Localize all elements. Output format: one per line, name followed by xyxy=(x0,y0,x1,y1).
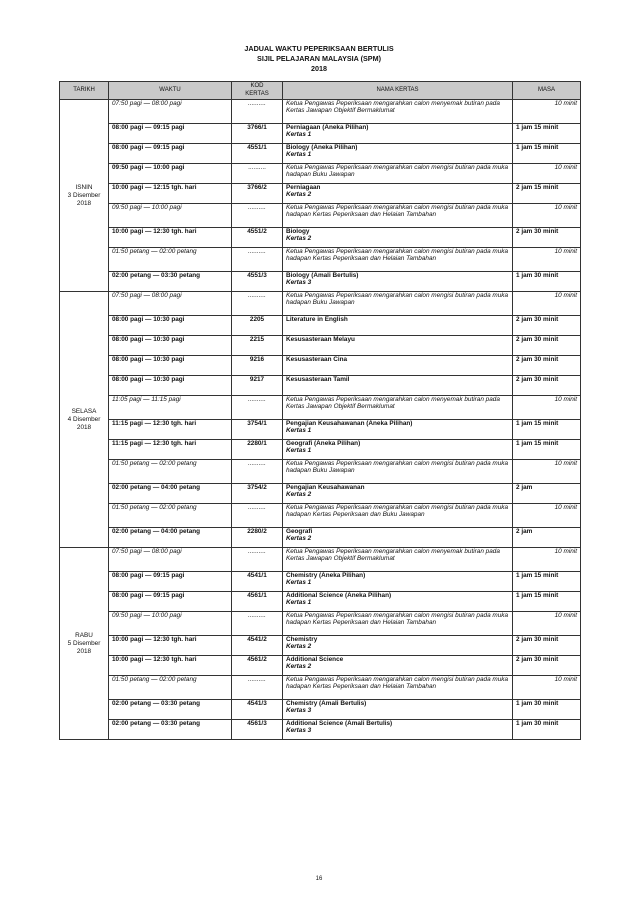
paper-name: Ketua Pengawas Peperiksaan mengarahkan calon menyemak butiran pada Kertas Jawapan Objektif Bermaklumat xyxy=(286,396,500,410)
kod-kertas-cell: .......... xyxy=(232,676,283,700)
header-kod-kertas xyxy=(232,82,283,100)
masa-cell: 10 minit xyxy=(513,548,581,572)
header-kertas: KERTAS xyxy=(245,90,269,97)
nama-kertas-cell xyxy=(283,440,513,460)
waktu-cell: 08:00 pagi — 10:30 pagi xyxy=(109,316,232,336)
waktu-cell: 02:00 petang — 03:30 petang xyxy=(109,272,232,292)
paper-name: Ketua Pengawas Peperiksaan mengarahkan calon mengisi butiran pada muka hadapan Kertas Peperiksaan dan Buku Jawapan xyxy=(286,504,509,518)
kod-kertas-cell: 4541/1 xyxy=(232,572,283,592)
page-number: 16 xyxy=(315,876,323,882)
waktu-cell: 08:00 pagi — 10:30 pagi xyxy=(109,376,232,396)
kod-kertas-cell: 9217 xyxy=(232,376,283,396)
paper-name: Additional Science (Amali Bertulis) xyxy=(286,720,393,727)
masa-cell: 1 jam 30 minit xyxy=(513,720,581,740)
schedule-body xyxy=(60,100,581,740)
masa-cell: 2 jam xyxy=(513,484,581,504)
nama-kertas-cell xyxy=(283,336,513,356)
nama-kertas-cell xyxy=(283,248,513,272)
waktu-cell: 11:15 pagi — 12:30 tgh. hari xyxy=(109,440,232,460)
kod-kertas-cell: 2215 xyxy=(232,336,283,356)
instruction-row xyxy=(60,676,581,700)
paper-number: Kertas 2 xyxy=(286,235,312,242)
instruction-row xyxy=(60,460,581,484)
waktu-cell: 02:00 petang — 04:00 petang xyxy=(109,528,232,548)
nama-kertas-cell xyxy=(283,316,513,336)
header-kod: KOD xyxy=(250,83,264,89)
nama-kertas-cell xyxy=(283,656,513,676)
nama-kertas-cell xyxy=(283,548,513,572)
exam-row xyxy=(60,420,581,440)
waktu-cell: 08:00 pagi — 10:30 pagi xyxy=(109,336,232,356)
exam-row xyxy=(60,592,581,612)
day-name: ISNIN xyxy=(75,183,93,191)
paper-number: Kertas 2 xyxy=(286,491,312,498)
waktu-cell: 07:50 pagi — 08:00 pagi xyxy=(109,292,232,316)
paper-name: Biology (Amali Bertulis) xyxy=(286,272,359,279)
kod-kertas-cell: 3766/1 xyxy=(232,124,283,144)
paper-name: Ketua Pengawas Peperiksaan mengarahkan calon mengisi butiran pada muka hadapan Kertas Peperiksaan dan Helaian Tambahan xyxy=(286,612,509,626)
day-date: 5 Disember 2018 xyxy=(67,639,101,655)
nama-kertas-cell xyxy=(283,164,513,184)
exam-row xyxy=(60,700,581,720)
day-date: 3 Disember 2018 xyxy=(67,191,101,207)
instruction-row xyxy=(60,548,581,572)
paper-name: Ketua Pengawas Peperiksaan mengarahkan calon mengisi butiran pada muka hadapan Buku Jawapan xyxy=(286,292,509,306)
title-line-3: 2018 xyxy=(311,64,327,73)
paper-name: Ketua Pengawas Peperiksaan mengarahkan calon mengisi butiran pada muka hadapan Buku Jawapan xyxy=(286,164,509,178)
kod-kertas-cell: 4541/2 xyxy=(232,636,283,656)
exam-row xyxy=(60,164,581,184)
paper-name: Biology xyxy=(286,228,310,235)
header-tarikh: TARIKH xyxy=(60,82,109,100)
paper-name: Perniagaan (Aneka Pilihan) xyxy=(286,124,369,131)
paper-name: Geografi xyxy=(286,528,313,535)
paper-name: Geografi (Aneka Pilihan) xyxy=(286,440,361,447)
kod-kertas-cell: 4551/1 xyxy=(232,144,283,164)
waktu-cell: 01:50 petang — 02:00 petang xyxy=(109,676,232,700)
masa-cell: 10 minit xyxy=(513,460,581,484)
masa-cell: 1 jam 15 minit xyxy=(513,124,581,144)
exam-row xyxy=(60,484,581,504)
masa-cell: 2 jam 30 minit xyxy=(513,316,581,336)
paper-name: Additional Science xyxy=(286,656,344,663)
paper-name: Pengajian Keusahawanan (Aneka Pilihan) xyxy=(286,420,413,427)
day-cell xyxy=(60,292,109,548)
nama-kertas-cell xyxy=(283,356,513,376)
exam-row xyxy=(60,356,581,376)
paper-name: Perniagaan xyxy=(286,184,321,191)
nama-kertas-cell xyxy=(283,676,513,700)
kod-kertas-cell: 4541/3 xyxy=(232,700,283,720)
paper-number: Kertas 2 xyxy=(286,191,312,198)
document-title xyxy=(0,44,638,74)
waktu-cell: 08:00 pagi — 09:15 pagi xyxy=(109,592,232,612)
masa-cell: 1 jam 15 minit xyxy=(513,440,581,460)
nama-kertas-cell xyxy=(283,460,513,484)
nama-kertas-cell xyxy=(283,720,513,740)
nama-kertas-cell xyxy=(283,292,513,316)
waktu-cell: 10:00 pagi — 12:30 tgh. hari xyxy=(109,636,232,656)
exam-row xyxy=(60,228,581,248)
waktu-cell: 02:00 petang — 04:00 petang xyxy=(109,484,232,504)
kod-kertas-cell: 9216 xyxy=(232,356,283,376)
exam-row xyxy=(60,316,581,336)
paper-name: Kesusasteraan Melayu xyxy=(286,336,355,343)
kod-kertas-cell: .......... xyxy=(232,548,283,572)
masa-cell: 10 minit xyxy=(513,396,581,420)
waktu-cell: 08:00 pagi — 09:15 pagi xyxy=(109,124,232,144)
paper-number: Kertas 1 xyxy=(286,131,312,138)
waktu-cell: 09:50 pagi — 10:00 pagi xyxy=(109,204,232,228)
masa-cell: 10 minit xyxy=(513,612,581,636)
nama-kertas-cell xyxy=(283,204,513,228)
masa-cell: 10 minit xyxy=(513,504,581,528)
masa-cell: 10 minit xyxy=(513,204,581,228)
waktu-cell: 07:50 pagi — 08:00 pagi xyxy=(109,548,232,572)
paper-name: Chemistry (Aneka Pilihan) xyxy=(286,572,366,579)
waktu-cell: 11:05 pagi — 11:15 pagi xyxy=(109,396,232,420)
exam-row xyxy=(60,440,581,460)
title-line-1: JADUAL WAKTU PEPERIKSAAN BERTULIS xyxy=(244,44,394,53)
waktu-cell: 10:00 pagi — 12:15 tgh. hari xyxy=(109,184,232,204)
exam-row xyxy=(60,720,581,740)
day-name: RABU xyxy=(75,631,93,639)
exam-row xyxy=(60,144,581,164)
nama-kertas-cell xyxy=(283,272,513,292)
waktu-cell: 01:50 petang — 02:00 petang xyxy=(109,248,232,272)
exam-row xyxy=(60,572,581,592)
header-waktu: WAKTU xyxy=(109,82,232,100)
waktu-cell: 08:00 pagi — 09:15 pagi xyxy=(109,572,232,592)
paper-number: Kertas 1 xyxy=(286,447,312,454)
kod-kertas-cell: 2280/1 xyxy=(232,440,283,460)
masa-cell: 2 jam 30 minit xyxy=(513,376,581,396)
waktu-cell: 10:00 pagi — 12:30 tgh. hari xyxy=(109,228,232,248)
instruction-row xyxy=(60,504,581,528)
masa-cell: 2 jam 30 minit xyxy=(513,356,581,376)
instruction-row xyxy=(60,396,581,420)
header-nama-kertas: NAMA KERTAS xyxy=(283,82,513,100)
kod-kertas-cell: .......... xyxy=(232,204,283,228)
exam-row xyxy=(60,636,581,656)
kod-kertas-cell: .......... xyxy=(232,460,283,484)
masa-cell: 10 minit xyxy=(513,100,581,124)
paper-name: Kesusasteraan Tamil xyxy=(286,376,350,383)
paper-number: Kertas 2 xyxy=(286,643,312,650)
paper-number: Kertas 1 xyxy=(286,579,312,586)
kod-kertas-cell: 4561/1 xyxy=(232,592,283,612)
kod-kertas-cell: .......... xyxy=(232,612,283,636)
masa-cell: 2 jam 30 minit xyxy=(513,336,581,356)
kod-kertas-cell: .......... xyxy=(232,248,283,272)
nama-kertas-cell xyxy=(283,396,513,420)
nama-kertas-cell xyxy=(283,124,513,144)
header-masa: MASA xyxy=(513,82,581,100)
kod-kertas-cell: 2205 xyxy=(232,316,283,336)
nama-kertas-cell xyxy=(283,144,513,164)
nama-kertas-cell xyxy=(283,376,513,396)
masa-cell: 10 minit xyxy=(513,248,581,272)
nama-kertas-cell xyxy=(283,100,513,124)
day-name: SELASA xyxy=(71,407,97,415)
nama-kertas-cell xyxy=(283,504,513,528)
header-row xyxy=(60,82,581,100)
paper-name: Literature in English xyxy=(286,316,348,323)
masa-cell: 1 jam 15 minit xyxy=(513,420,581,440)
paper-name: Additional Science (Aneka Pilihan) xyxy=(286,592,392,599)
masa-cell: 10 minit xyxy=(513,292,581,316)
masa-cell: 2 jam 30 minit xyxy=(513,228,581,248)
kod-kertas-cell: 4551/2 xyxy=(232,228,283,248)
exam-row xyxy=(60,124,581,144)
instruction-row xyxy=(60,100,581,124)
waktu-cell: 02:00 petang — 03:30 petang xyxy=(109,720,232,740)
instruction-row xyxy=(60,248,581,272)
paper-number: Kertas 1 xyxy=(286,151,312,158)
masa-cell: 1 jam 15 minit xyxy=(513,592,581,612)
exam-row xyxy=(60,376,581,396)
waktu-cell: 07:50 pagi — 08:00 pagi xyxy=(109,100,232,124)
exam-row xyxy=(60,528,581,548)
paper-number: Kertas 3 xyxy=(286,707,312,714)
day-date: 4 Disember 2018 xyxy=(67,415,101,431)
paper-number: Kertas 3 xyxy=(286,279,312,286)
instruction-row xyxy=(60,612,581,636)
masa-cell: 1 jam 15 minit xyxy=(513,572,581,592)
paper-name: Pengajian Keusahawanan xyxy=(286,484,365,491)
exam-row xyxy=(60,336,581,356)
masa-cell: 1 jam 30 minit xyxy=(513,272,581,292)
paper-name: Ketua Pengawas Peperiksaan mengarahkan calon mengisi butiran pada muka hadapan Buku Jawapan xyxy=(286,460,509,474)
waktu-cell: 01:50 petang — 02:00 petang xyxy=(109,504,232,528)
paper-name: Biology (Aneka Pilihan) xyxy=(286,144,358,151)
paper-name: Ketua Pengawas Peperiksaan mengarahkan calon mengisi butiran pada muka hadapan Kertas Peperiksaan dan Helaian Tambahan xyxy=(286,676,509,690)
day-cell xyxy=(60,548,109,740)
kod-kertas-cell: 3766/2 xyxy=(232,184,283,204)
nama-kertas-cell xyxy=(283,420,513,440)
exam-row xyxy=(60,272,581,292)
waktu-cell: 08:00 pagi — 09:15 pagi xyxy=(109,144,232,164)
nama-kertas-cell xyxy=(283,700,513,720)
kod-kertas-cell: .......... xyxy=(232,504,283,528)
instruction-row xyxy=(60,204,581,228)
waktu-cell: 02:00 petang — 03:30 petang xyxy=(109,700,232,720)
kod-kertas-cell: 4561/3 xyxy=(232,720,283,740)
paper-name: Chemistry (Amali Bertulis) xyxy=(286,700,367,707)
day-cell xyxy=(60,100,109,292)
title-line-2: SIJIL PELAJARAN MALAYSIA (SPM) xyxy=(257,54,381,63)
waktu-cell: 01:50 petang — 02:00 petang xyxy=(109,460,232,484)
nama-kertas-cell xyxy=(283,572,513,592)
nama-kertas-cell xyxy=(283,636,513,656)
masa-cell: 2 jam xyxy=(513,528,581,548)
kod-kertas-cell: 2280/2 xyxy=(232,528,283,548)
paper-number: Kertas 2 xyxy=(286,663,312,670)
masa-cell: 2 jam 30 minit xyxy=(513,636,581,656)
paper-name: Ketua Pengawas Peperiksaan mengarahkan calon mengisi butiran pada muka hadapan Kertas Peperiksaan dan Helaian Tambahan xyxy=(286,248,509,262)
nama-kertas-cell xyxy=(283,612,513,636)
instruction-row xyxy=(60,292,581,316)
masa-cell: 2 jam 15 minit xyxy=(513,184,581,204)
waktu-cell: 09:50 pagi — 10:00 pagi xyxy=(109,164,232,184)
kod-kertas-cell: .......... xyxy=(232,100,283,124)
kod-kertas-cell: .......... xyxy=(232,292,283,316)
masa-cell: 1 jam 15 minit xyxy=(513,144,581,164)
exam-row xyxy=(60,656,581,676)
nama-kertas-cell xyxy=(283,592,513,612)
nama-kertas-cell xyxy=(283,484,513,504)
waktu-cell: 10:00 pagi — 12:30 tgh. hari xyxy=(109,656,232,676)
paper-number: Kertas 3 xyxy=(286,727,312,734)
paper-name: Chemistry xyxy=(286,636,318,643)
paper-number: Kertas 1 xyxy=(286,427,312,434)
paper-number: Kertas 1 xyxy=(286,599,312,606)
kod-kertas-cell: .......... xyxy=(232,396,283,420)
waktu-cell: 11:15 pagi — 12:30 tgh. hari xyxy=(109,420,232,440)
nama-kertas-cell xyxy=(283,528,513,548)
kod-kertas-cell: 4551/3 xyxy=(232,272,283,292)
masa-cell: 10 minit xyxy=(513,164,581,184)
waktu-cell: 09:50 pagi — 10:00 pagi xyxy=(109,612,232,636)
exam-schedule-table xyxy=(59,81,581,740)
masa-cell: 1 jam 30 minit xyxy=(513,700,581,720)
kod-kertas-cell: .......... xyxy=(232,164,283,184)
paper-number: Kertas 2 xyxy=(286,535,312,542)
masa-cell: 2 jam 30 minit xyxy=(513,656,581,676)
waktu-cell: 08:00 pagi — 10:30 pagi xyxy=(109,356,232,376)
kod-kertas-cell: 3754/2 xyxy=(232,484,283,504)
nama-kertas-cell xyxy=(283,228,513,248)
nama-kertas-cell xyxy=(283,184,513,204)
paper-name: Ketua Pengawas Peperiksaan mengarahkan calon menyemak butiran pada Kertas Jawapan Objektif Bermaklumat xyxy=(286,100,500,114)
exam-row xyxy=(60,184,581,204)
kod-kertas-cell: 3754/1 xyxy=(232,420,283,440)
paper-name: Ketua Pengawas Peperiksaan mengarahkan calon mengisi butiran pada muka hadapan Kertas Peperiksaan dan Helaian Tambahan xyxy=(286,204,509,218)
masa-cell: 10 minit xyxy=(513,676,581,700)
kod-kertas-cell: 4561/2 xyxy=(232,656,283,676)
paper-name: Ketua Pengawas Peperiksaan mengarahkan calon menyemak butiran pada Kertas Jawapan Objektif Bermaklumat xyxy=(286,548,500,562)
paper-name: Kesusasteraan Cina xyxy=(286,356,348,363)
